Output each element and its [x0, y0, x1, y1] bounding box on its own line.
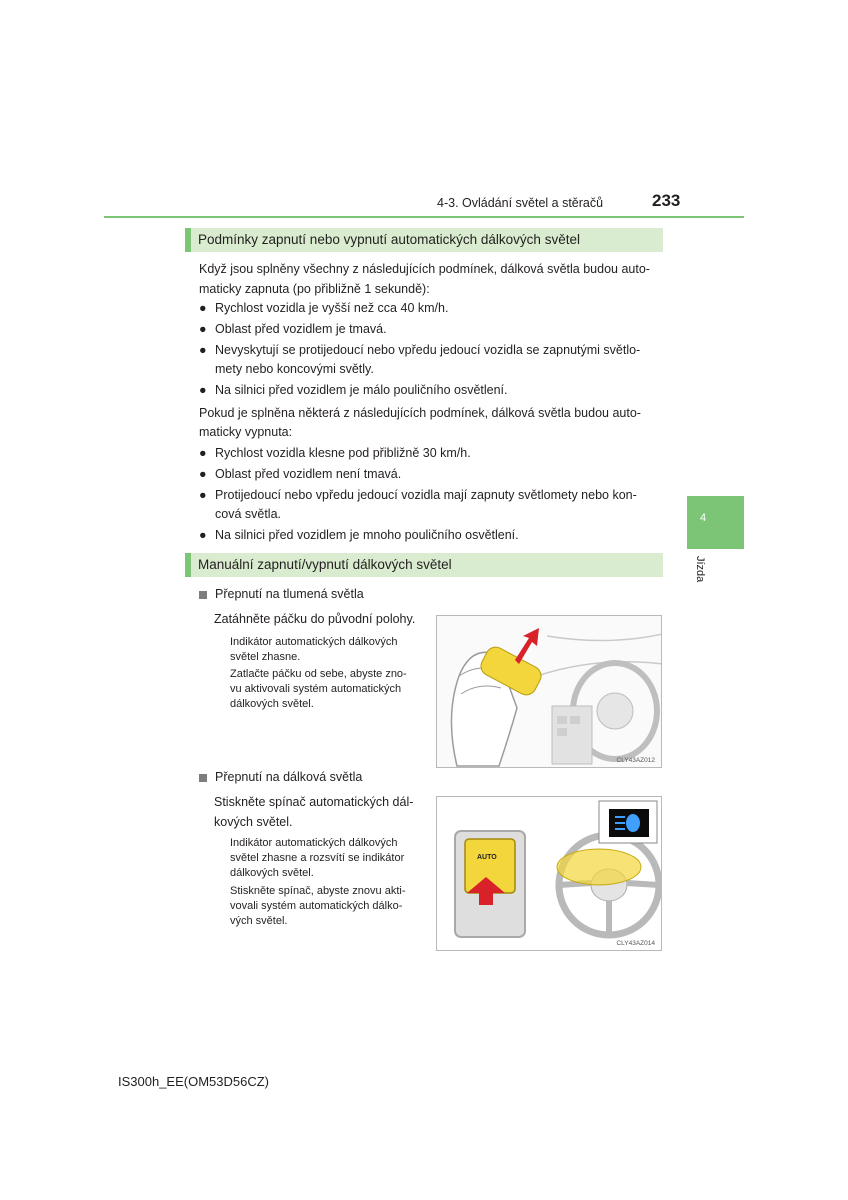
list-item: ● Nevyskytují se protijedoucí nebo vpředu jedoucí vozidla se zapnutými světlo- [199, 340, 640, 361]
lever-illustration [437, 616, 662, 768]
chapter-tab [687, 496, 744, 549]
subheading: Přepnutí na dálková světla [199, 770, 362, 784]
note-line: světel zhasne a rozsvítí se indikátor [230, 852, 405, 864]
instruction: Zatáhněte páčku do původní polohy. [214, 612, 416, 626]
running-header-section: 4-3. Ovládání světel a stěračů [437, 196, 604, 210]
note-line: světel zhasne. [230, 651, 301, 663]
note-line: vu aktivovali systém automatických [230, 683, 402, 695]
note-line: dálkových světel. [230, 698, 314, 710]
bullet-icon: ● [199, 343, 207, 357]
bullet-icon: ● [199, 528, 207, 542]
note-line: Indikátor automatických dálkových [230, 636, 398, 648]
paragraph-line: Pokud je splněna některá z následujících podmínek, dálková světla budou auto- [199, 406, 641, 420]
square-bullet-icon [199, 774, 207, 782]
header-rule [104, 216, 744, 218]
chapter-number: 4 [700, 512, 707, 524]
figure-code: CLY43AZ014 [616, 940, 655, 947]
note-line: Indikátor automatických dálkových [230, 837, 398, 849]
paragraph-line: maticky vypnuta: [199, 425, 293, 439]
footer-model-code: IS300h_EE(OM53D56CZ) [118, 1074, 270, 1089]
note-line: vých světel. [230, 915, 288, 927]
list-item: ● Oblast před vozidlem je tmavá. [199, 319, 387, 340]
list-item: ● Na silnici před vozidlem je mnoho pouličního osvětlení. [199, 525, 519, 546]
page-number: 233 [652, 191, 681, 210]
list-item: ● Rychlost vozidla klesne pod přibližně 30 km/h. [199, 443, 471, 464]
bullet-icon: ● [199, 467, 207, 481]
list-item: ● Na silnici před vozidlem je málo pouličního osvětlení. [199, 380, 508, 401]
figure-switch-illustration [436, 796, 662, 951]
chapter-label: Jízda [694, 556, 706, 583]
note-line: dálkových světel. [230, 867, 314, 879]
list-item-continuation: cová světla. [215, 507, 282, 521]
figure-code: CLY43AZ012 [616, 757, 655, 764]
instruction: kových světel. [214, 815, 293, 829]
paragraph-line: Když jsou splněny všechny z následujících podmínek, dálková světla budou auto- [199, 262, 650, 276]
list-item: ● Protijedoucí nebo vpředu jedoucí vozidla mají zapnuty světlomety nebo kon- [199, 485, 637, 506]
section-title: Manuální zapnutí/vypnutí dálkových světel [198, 557, 452, 572]
figure-lever-illustration [436, 615, 662, 768]
bullet-icon: ● [199, 322, 207, 336]
square-bullet-icon [199, 591, 207, 599]
instruction: Stiskněte spínač automatických dál- [214, 795, 414, 809]
subheading: Přepnutí na tlumená světla [199, 587, 364, 601]
section-heading-bar [185, 228, 663, 252]
note-line: vovali systém automatických dálko- [230, 900, 403, 912]
switch-illustration [437, 797, 662, 951]
bullet-icon: ● [199, 446, 207, 460]
section-heading-bar [185, 553, 663, 577]
paragraph-line: maticky zapnuta (po přibližně 1 sekundě): [199, 282, 430, 296]
list-item: ● Rychlost vozidla je vyšší než cca 40 km/h. [199, 298, 448, 319]
list-item-continuation: mety nebo koncovými světly. [215, 362, 374, 376]
note-line: Stiskněte spínač, abyste znovu akti- [230, 885, 406, 897]
auto-switch-label: AUTO [477, 854, 497, 861]
list-item: ● Oblast před vozidlem není tmavá. [199, 464, 401, 485]
bullet-icon: ● [199, 301, 207, 315]
section-title: Podmínky zapnutí nebo vypnutí automatických dálkových světel [198, 232, 580, 247]
bullet-icon: ● [199, 488, 207, 502]
note-line: Zatlačte páčku od sebe, abyste zno- [230, 668, 407, 680]
bullet-icon: ● [199, 383, 207, 397]
